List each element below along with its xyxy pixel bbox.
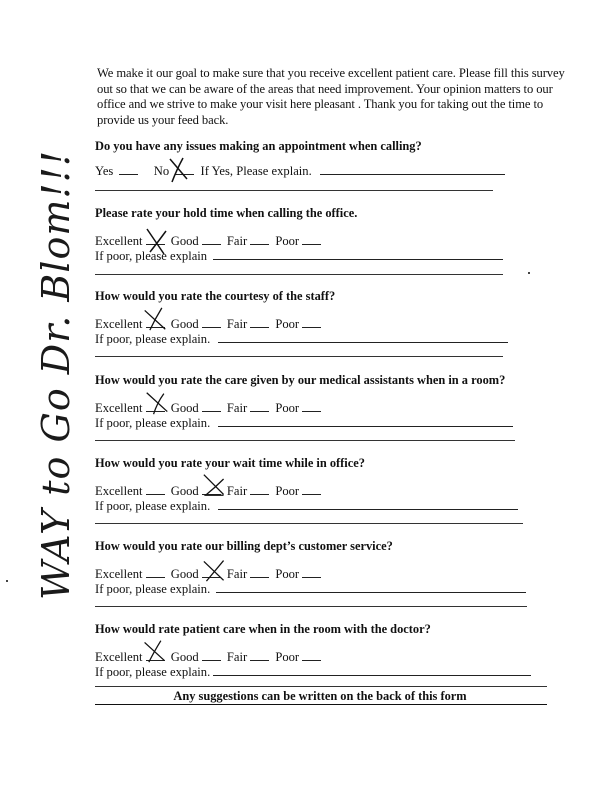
rating-fair-blank[interactable] [250,233,269,245]
question-title: How would you rate your wait time while in office? [95,456,365,470]
question-hold-time [95,205,545,263]
question-title: How would you rate the courtesy of the staff? [95,289,336,303]
explain-label: If poor, please explain [95,249,208,263]
option-yes-label: Yes [95,164,114,178]
rating-fair-blank[interactable] [250,400,269,412]
rating-poor-blank[interactable] [302,483,321,495]
question-staff-courtesy [95,288,545,346]
explain-line[interactable] [218,415,513,427]
explain-label: If poor, please explain. [95,665,211,679]
footer-note: Any suggestions can be written on the back of this form [173,689,467,703]
explain-line-2[interactable] [95,523,523,524]
option-no-blank[interactable] [175,163,194,175]
option-no-label: No [153,164,170,178]
rating-excellent-label: Excellent [95,234,143,248]
rating-good-blank[interactable] [202,400,221,412]
answer-row [95,163,545,178]
rating-good-blank[interactable] [202,649,221,661]
explain-line[interactable] [213,664,531,676]
option-yes-blank[interactable] [119,163,138,175]
rating-good-blank[interactable] [202,483,221,495]
question-title: Do you have any issues making an appointment when calling? [95,139,422,153]
rating-excellent-label: Excellent [95,567,143,581]
explain-row [95,331,545,346]
rating-fair-label: Fair [226,317,248,331]
explain-label: If poor, please explain. [95,416,211,430]
explain-row [95,581,545,596]
rating-excellent-blank[interactable] [146,233,165,245]
explain-line[interactable] [320,163,505,175]
rating-fair-blank[interactable] [250,649,269,661]
explain-line-2[interactable] [95,440,515,441]
rating-row [95,566,545,581]
scan-speck [6,580,8,582]
rating-excellent-blank[interactable] [146,400,165,412]
rating-poor-blank[interactable] [302,316,321,328]
rating-excellent-blank[interactable] [146,649,165,661]
question-title: How would rate patient care when in the room with the doctor? [95,622,431,636]
rating-excellent-label: Excellent [95,401,143,415]
rating-good-label: Good [170,650,199,664]
handwritten-note-area [0,0,92,789]
explain-line-2[interactable] [95,274,503,275]
rating-excellent-label: Excellent [95,650,143,664]
rating-fair-blank[interactable] [250,316,269,328]
rating-fair-blank[interactable] [250,566,269,578]
question-billing-service [95,538,545,596]
rating-fair-label: Fair [226,567,248,581]
rating-row [95,316,545,331]
handwritten-note: WAY to Go Dr. Blom!!! [34,149,78,600]
rating-fair-label: Fair [226,650,248,664]
explain-line-2[interactable] [95,356,503,357]
rating-poor-label: Poor [275,234,300,248]
rating-excellent-label: Excellent [95,317,143,331]
rating-row [95,649,545,664]
scan-speck [528,272,530,274]
rating-good-label: Good [170,317,199,331]
rating-good-blank[interactable] [202,316,221,328]
question-title: How would you rate the care given by our medical assistants when in a room? [95,373,506,387]
rating-good-label: Good [170,484,199,498]
explain-row [95,664,545,679]
explain-label: If poor, please explain. [95,499,211,513]
question-doctor-care [95,621,545,679]
rating-good-label: Good [170,401,199,415]
explain-label: If Yes, Please explain. [200,164,312,178]
rating-fair-label: Fair [226,234,248,248]
rating-good-label: Good [170,567,199,581]
explain-line-2[interactable] [95,606,527,607]
rating-fair-label: Fair [226,484,248,498]
explain-line-2[interactable] [95,686,547,687]
rating-excellent-blank[interactable] [146,483,165,495]
rating-poor-label: Poor [275,650,300,664]
rating-good-label: Good [170,234,199,248]
question-title: Please rate your hold time when calling the office. [95,206,358,220]
rating-excellent-blank[interactable] [146,316,165,328]
explain-line[interactable] [216,581,526,593]
rating-row [95,400,545,415]
intro-paragraph: We make it our goal to make sure that you receive excellent patient care. Please fill this survey out so that we can be aware of the areas that need improvement. Your opinion matters to our office and we strive to make your visit here pleasant . Thank you for taking out the time to provide us your feed back. [97,66,565,127]
rating-fair-label: Fair [226,401,248,415]
rating-good-blank[interactable] [202,233,221,245]
rating-row [95,483,545,498]
rating-poor-label: Poor [275,317,300,331]
rating-poor-blank[interactable] [302,566,321,578]
rating-poor-blank[interactable] [302,233,321,245]
rating-poor-label: Poor [275,401,300,415]
explain-label: If poor, please explain. [95,332,211,346]
rating-row [95,233,545,248]
rating-excellent-label: Excellent [95,484,143,498]
question-title: How would you rate our billing dept’s customer service? [95,539,393,553]
footer-rule [95,704,547,705]
question-wait-time [95,455,545,513]
question-appointment [95,138,545,178]
rating-fair-blank[interactable] [250,483,269,495]
rating-poor-label: Poor [275,484,300,498]
rating-poor-blank[interactable] [302,400,321,412]
question-medical-assistants [95,372,545,430]
explain-line-2[interactable] [95,190,493,191]
rating-poor-label: Poor [275,567,300,581]
rating-excellent-blank[interactable] [146,566,165,578]
explain-row [95,498,545,513]
explain-row [95,248,545,263]
rating-good-blank[interactable] [202,566,221,578]
rating-poor-blank[interactable] [302,649,321,661]
explain-line[interactable] [218,331,508,343]
explain-label: If poor, please explain. [95,582,211,596]
explain-row [95,415,545,430]
explain-line[interactable] [213,248,503,260]
explain-line[interactable] [218,498,518,510]
